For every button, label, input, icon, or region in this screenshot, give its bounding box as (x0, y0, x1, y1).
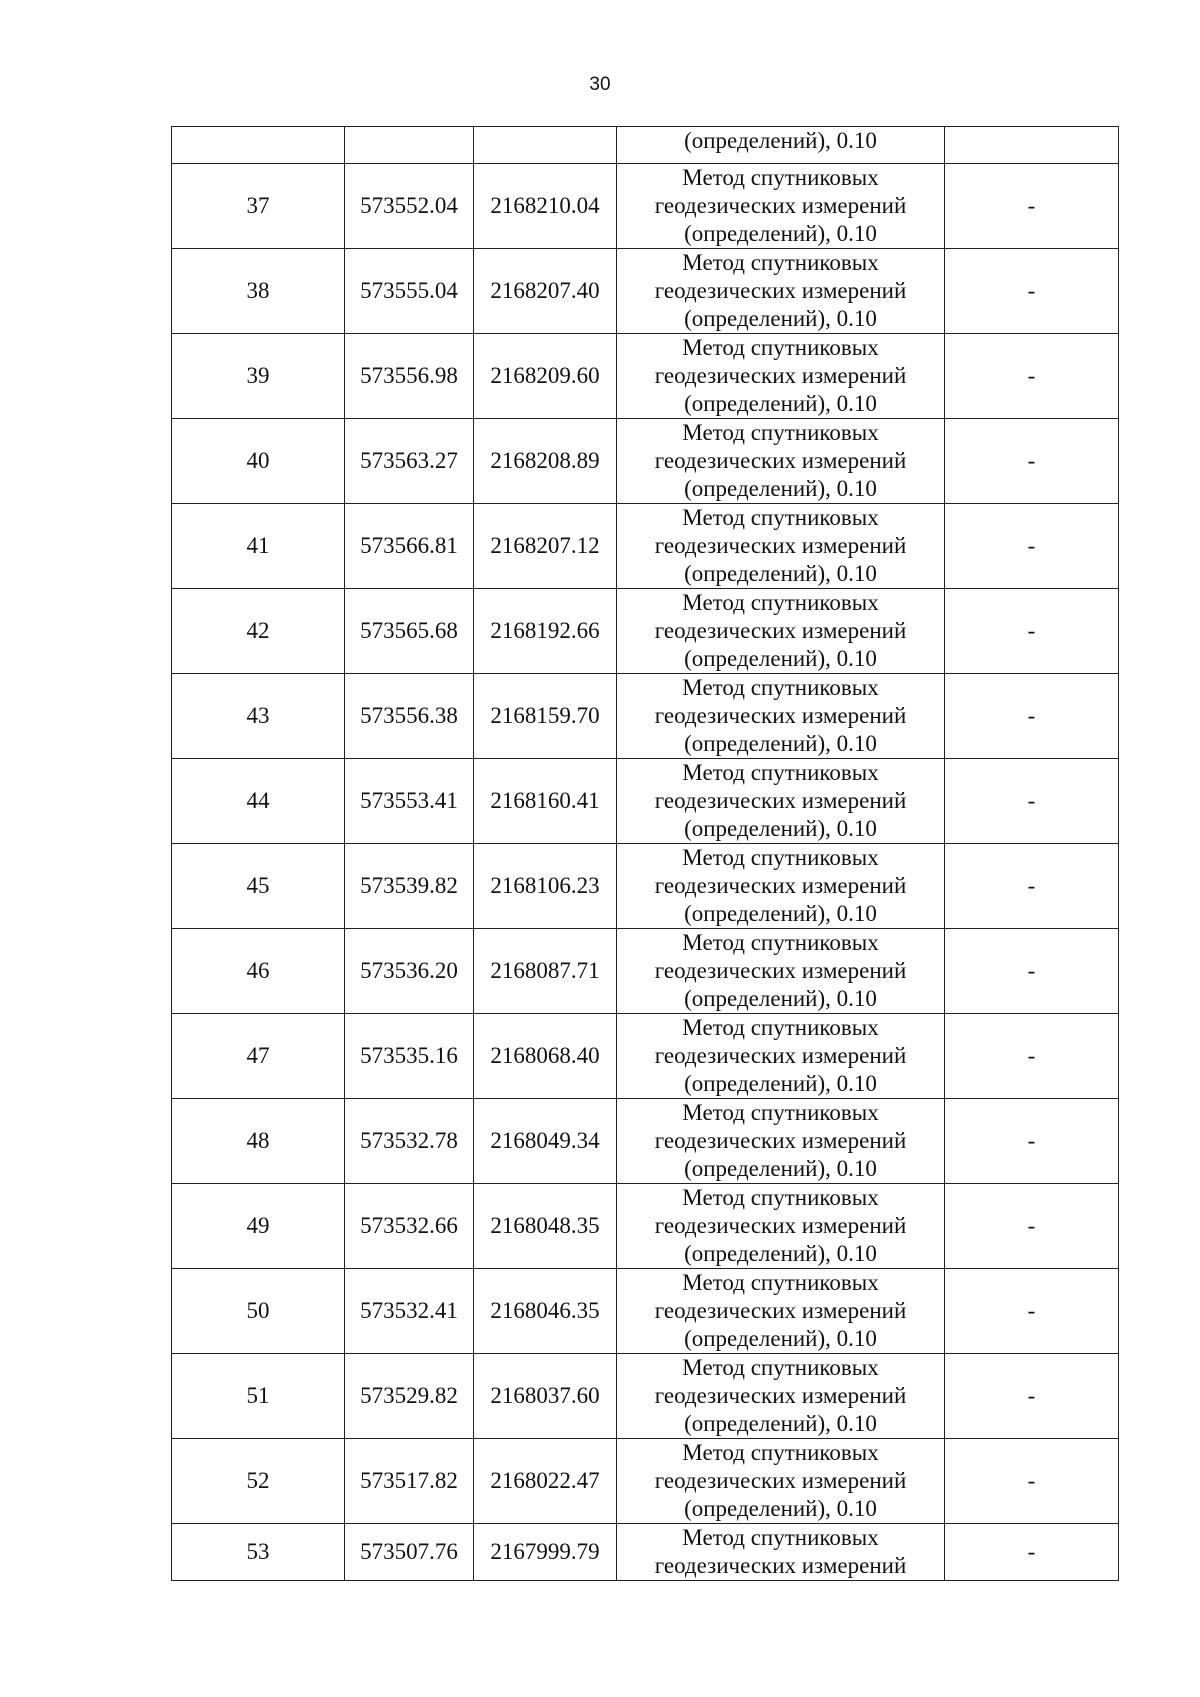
cell-num: 49 (172, 1184, 345, 1269)
method-line: (определений), 0.10 (684, 476, 877, 501)
method-line: Метод спутниковых (682, 1185, 879, 1210)
cell-num: 39 (172, 334, 345, 419)
cell-y: 2167999.79 (474, 1524, 617, 1581)
cell-x: 573536.20 (345, 929, 474, 1014)
coordinates-table (171, 126, 1119, 1581)
cell-y: 2168208.89 (474, 419, 617, 504)
cell-note: - (945, 1184, 1119, 1269)
method-line: (определений), 0.10 (684, 986, 877, 1011)
cell-note: - (945, 249, 1119, 334)
cell-method (617, 589, 945, 674)
cell-num: 37 (172, 164, 345, 249)
method-line: геодезических измерений (654, 448, 907, 473)
method-line: геодезических измерений (654, 278, 907, 303)
cell-y: 2168207.40 (474, 249, 617, 334)
cell-method (617, 504, 945, 589)
method-line: (определений), 0.10 (684, 901, 877, 926)
cell-y: 2168087.71 (474, 929, 617, 1014)
coordinates-table-body (172, 127, 1119, 1581)
table-row (172, 759, 1119, 844)
table-row (172, 419, 1119, 504)
table-row (172, 1269, 1119, 1354)
method-line: Метод спутниковых (682, 335, 879, 360)
cell-note (945, 127, 1119, 164)
cell-y: 2168037.60 (474, 1354, 617, 1439)
method-line: Метод спутниковых (682, 845, 879, 870)
cell-num: 43 (172, 674, 345, 759)
method-line: (определений), 0.10 (684, 816, 877, 841)
cell-method (617, 334, 945, 419)
method-line: Метод спутниковых (682, 930, 879, 955)
method-line: (определений), 0.10 (684, 391, 877, 416)
method-line: геодезических измерений (654, 363, 907, 388)
cell-num: 50 (172, 1269, 345, 1354)
method-line: Метод спутниковых (682, 1440, 879, 1465)
cell-y: 2168068.40 (474, 1014, 617, 1099)
method-line: Метод спутниковых (682, 165, 879, 190)
cell-x: 573563.27 (345, 419, 474, 504)
cell-method (617, 929, 945, 1014)
cell-x (345, 127, 474, 164)
cell-num: 47 (172, 1014, 345, 1099)
method-line: геодезических измерений (654, 1383, 907, 1408)
cell-x: 573555.04 (345, 249, 474, 334)
cell-y: 2168046.35 (474, 1269, 617, 1354)
method-line: (определений), 0.10 (684, 731, 877, 756)
method-line: геодезических измерений (654, 958, 907, 983)
method-line: Метод спутниковых (682, 1355, 879, 1380)
cell-num: 40 (172, 419, 345, 504)
method-line: Метод спутниковых (682, 1100, 879, 1125)
cell-method (617, 419, 945, 504)
cell-note: - (945, 1354, 1119, 1439)
cell-y: 2168209.60 (474, 334, 617, 419)
cell-y: 2168048.35 (474, 1184, 617, 1269)
table-row (172, 1184, 1119, 1269)
table-row (172, 674, 1119, 759)
cell-y: 2168022.47 (474, 1439, 617, 1524)
cell-num: 51 (172, 1354, 345, 1439)
cell-method (617, 674, 945, 759)
cell-x: 573556.98 (345, 334, 474, 419)
cell-note: - (945, 1099, 1119, 1184)
method-line: геодезических измерений (654, 533, 907, 558)
method-line: геодезических измерений (654, 1128, 907, 1153)
method-line: (определений), 0.10 (684, 561, 877, 586)
method-line: (определений), 0.10 (684, 1071, 877, 1096)
method-line: Метод спутниковых (682, 420, 879, 445)
cell-num: 44 (172, 759, 345, 844)
method-line: геодезических измерений (654, 1298, 907, 1323)
cell-method (617, 1014, 945, 1099)
method-line: геодезических измерений (654, 1043, 907, 1068)
table-row (172, 249, 1119, 334)
cell-method (617, 759, 945, 844)
table-row (172, 844, 1119, 929)
table-row (172, 1354, 1119, 1439)
method-line: Метод спутниковых (682, 1015, 879, 1040)
cell-y: 2168159.70 (474, 674, 617, 759)
cell-y: 2168210.04 (474, 164, 617, 249)
method-line: геодезических измерений (654, 873, 907, 898)
cell-note: - (945, 759, 1119, 844)
method-line: (определений), 0.10 (684, 1241, 877, 1266)
cell-x: 573553.41 (345, 759, 474, 844)
cell-note: - (945, 844, 1119, 929)
cell-num: 45 (172, 844, 345, 929)
method-line: геодезических измерений (654, 1468, 907, 1493)
cell-x: 573565.68 (345, 589, 474, 674)
cell-y (474, 127, 617, 164)
cell-x: 573517.82 (345, 1439, 474, 1524)
cell-note: - (945, 1014, 1119, 1099)
cell-x: 573532.78 (345, 1099, 474, 1184)
cell-num: 46 (172, 929, 345, 1014)
cell-note: - (945, 504, 1119, 589)
cell-note: - (945, 1269, 1119, 1354)
method-line: Метод спутниковых (682, 505, 879, 530)
cell-y: 2168160.41 (474, 759, 617, 844)
cell-x: 573535.16 (345, 1014, 474, 1099)
cell-method (617, 1439, 945, 1524)
table-row (172, 589, 1119, 674)
method-line: (определений), 0.10 (684, 1156, 877, 1181)
cell-num: 41 (172, 504, 345, 589)
method-line: геодезических измерений (654, 618, 907, 643)
cell-num: 53 (172, 1524, 345, 1581)
cell-num: 38 (172, 249, 345, 334)
method-line: Метод спутниковых (682, 590, 879, 615)
cell-x: 573566.81 (345, 504, 474, 589)
cell-note: - (945, 419, 1119, 504)
cell-x: 573529.82 (345, 1354, 474, 1439)
table-row (172, 1524, 1119, 1581)
method-line: (определений), 0.10 (684, 306, 877, 331)
table-row (172, 334, 1119, 419)
method-line: (определений), 0.10 (684, 646, 877, 671)
method-line: геодезических измерений (654, 1213, 907, 1238)
table-row (172, 1014, 1119, 1099)
page-number: 30 (589, 74, 611, 95)
cell-method (617, 1524, 945, 1581)
cell-method (617, 164, 945, 249)
table-row (172, 1099, 1119, 1184)
cell-note: - (945, 334, 1119, 419)
cell-y: 2168049.34 (474, 1099, 617, 1184)
table-row (172, 504, 1119, 589)
cell-y: 2168106.23 (474, 844, 617, 929)
cell-y: 2168192.66 (474, 589, 617, 674)
method-line: Метод спутниковых (682, 250, 879, 275)
method-line: геодезических измерений (654, 788, 907, 813)
table-row-continuation (172, 127, 1119, 164)
method-line: Метод спутниковых (682, 760, 879, 785)
cell-method (617, 249, 945, 334)
cell-y: 2168207.12 (474, 504, 617, 589)
cell-num: 42 (172, 589, 345, 674)
cell-method (617, 1269, 945, 1354)
cell-method (617, 844, 945, 929)
cell-note: - (945, 589, 1119, 674)
cell-note: - (945, 674, 1119, 759)
method-line: (определений), 0.10 (684, 1411, 877, 1436)
method-line: геодезических измерений (654, 193, 907, 218)
method-line: Метод спутниковых (682, 675, 879, 700)
cell-x: 573532.66 (345, 1184, 474, 1269)
method-line: Метод спутниковых (682, 1270, 879, 1295)
method-line: (определений), 0.10 (684, 1326, 877, 1351)
cell-method (617, 1184, 945, 1269)
cell-x: 573556.38 (345, 674, 474, 759)
table-row (172, 929, 1119, 1014)
cell-num: 48 (172, 1099, 345, 1184)
cell-x: 573507.76 (345, 1524, 474, 1581)
method-line: Метод спутниковых (682, 1525, 879, 1550)
cell-x: 573532.41 (345, 1269, 474, 1354)
cell-method (617, 1354, 945, 1439)
method-line: геодезических измерений (654, 1553, 907, 1578)
table-row (172, 164, 1119, 249)
cell-note: - (945, 1439, 1119, 1524)
cell-x: 573552.04 (345, 164, 474, 249)
cell-note: - (945, 1524, 1119, 1581)
cell-x: 573539.82 (345, 844, 474, 929)
cell-num: 52 (172, 1439, 345, 1524)
cell-num (172, 127, 345, 164)
method-line: (определений), 0.10 (684, 1496, 877, 1521)
cell-note: - (945, 164, 1119, 249)
table-row (172, 1439, 1119, 1524)
method-line: (определений), 0.10 (684, 221, 877, 246)
cell-note: - (945, 929, 1119, 1014)
cell-method: (определений), 0.10 (617, 127, 945, 164)
cell-method (617, 1099, 945, 1184)
method-line: геодезических измерений (654, 703, 907, 728)
